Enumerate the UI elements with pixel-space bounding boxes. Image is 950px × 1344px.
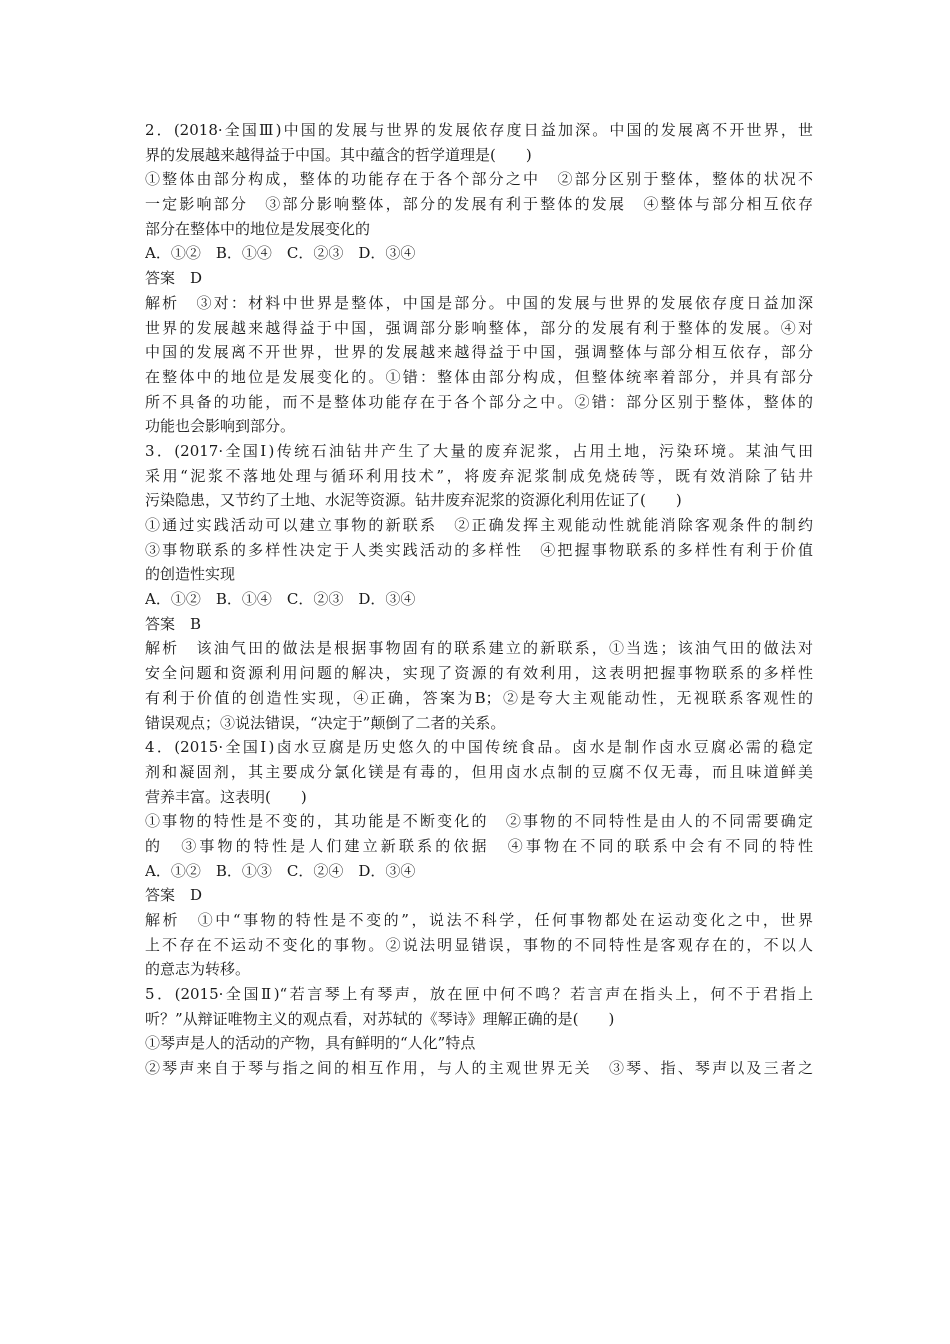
text-line: 4．(2015·全国Ⅰ)卤水豆腐是历史悠久的中国传统食品。卤水是制作卤水豆腐必需的稳定 [145, 738, 813, 757]
text-line: ③事物联系的多样性决定于人类实践活动的多样性 ④把握事物联系的多样性有利于价值 [145, 540, 813, 559]
text-line: 功能也会影响到部分。 [145, 417, 296, 436]
document-page [145, 118, 813, 1081]
text-line: 的创造性实现 [145, 565, 236, 584]
text-line: 营养丰富。这表明( ) [145, 787, 307, 806]
text-line: 3．(2017·全国Ⅰ)传统石油钻井产生了大量的废弃泥浆，占用土地，污染环境。某油气田 [145, 441, 813, 460]
text-line: 所不具备的功能，而不是整体功能存在于各个部分之中。②错：部分区别于整体，整体的 [145, 392, 813, 411]
text-line: ①琴声是人的活动的产物，具有鲜明的“人化”特点 [145, 1034, 476, 1053]
text-line: 答案 B [145, 614, 202, 633]
text-line: 答案 D [145, 886, 203, 905]
text-line: A．①② B．①④ C．②③ D．③④ [145, 590, 416, 609]
text-line: 安全问题和资源利用问题的解决，实现了资源的有效利用，这表明把握事物联系的多样性 [145, 664, 813, 683]
text-line: 上不存在不运动不变化的事物。②说法明显错误，事物的不同特性是客观存在的，不以人 [145, 935, 813, 954]
text-line: 中国的发展离不开世界，世界的发展越来越得益于中国，强调整体与部分相互依存，部分 [145, 343, 813, 362]
text-line: 5．(2015·全国Ⅱ)“若言琴上有琴声，放在匣中何不鸣？若言声在指头上，何不于君指上 [145, 985, 813, 1004]
text-line: 采用“泥浆不落地处理与循环利用技术”，将废弃泥浆制成免烧砖等，既有效消除了钻井 [145, 466, 813, 485]
text-line: 错误观点；③说法错误，“决定于”颠倒了二者的关系。 [145, 713, 506, 732]
text-line: A．①② B．①④ C．②③ D．③④ [145, 244, 416, 263]
text-line: 解析 ①中“事物的特性是不变的”，说法不科学，任何事物都处在运动变化之中，世界 [145, 911, 813, 929]
text-line: ①整体由部分构成，整体的功能存在于各个部分之中 ②部分区别于整体，整体的状况不 [145, 170, 813, 189]
text-line: 一定影响部分 ③部分影响整体，部分的发展有利于整体的发展 ④整体与部分相互依存 [145, 195, 813, 214]
text-line: 的 ③事物的特性是人们建立新联系的依据 ④事物在不同的联系中会有不同的特性 [145, 836, 813, 855]
text-line: 界的发展越来越得益于中国。其中蕴含的哲学道理是( ) [145, 145, 532, 164]
text-line: 的意志为转移。 [145, 960, 251, 979]
text-line: 剂和凝固剂，其主要成分氯化镁是有毒的，但用卤水点制的豆腐不仅无毒，而且味道鲜美 [145, 762, 813, 781]
text-line: 解析 ③对：材料中世界是整体，中国是部分。中国的发展与世界的发展依存度日益加深 [145, 293, 813, 312]
text-line: 听？”从辩证唯物主义的观点看，对苏轼的《琴诗》理解正确的是( ) [145, 1009, 615, 1028]
text-line: ①通过实践活动可以建立事物的新联系 ②正确发挥主观能动性就能消除客观条件的制约 [145, 516, 813, 534]
text-line: ②琴声来自于琴与指之间的相互作用，与人的主观世界无关 ③琴、指、琴声以及三者之 [145, 1059, 813, 1078]
text-line: 部分在整体中的地位是发展变化的 [145, 219, 371, 238]
text-line: ①事物的特性是不变的，其功能是不断变化的 ②事物的不同特性是由人的不同需要确定 [145, 812, 813, 831]
text-line: 2．(2018·全国Ⅲ)中国的发展与世界的发展依存度日益加深。中国的发展离不开世界，世 [145, 121, 813, 139]
text-line: A．①② B．①③ C．②④ D．③④ [145, 861, 416, 880]
text-line: 世界的发展越来越得益于中国，强调部分影响整体，部分的发展有利于整体的发展。④对 [145, 318, 813, 337]
text-line: 答案 D [145, 269, 203, 288]
text-line: 解析 该油气田的做法是根据事物固有的联系建立的新联系，①当选；该油气田的做法对 [145, 639, 813, 658]
text-line: 在整体中的地位是发展变化的。①错：整体由部分构成，但整体统率着部分，并具有部分 [145, 367, 813, 386]
text-line: 有利于价值的创造性实现，④正确，答案为B；②是夸大主观能动性，无视联系客观性的 [145, 688, 813, 707]
text-line: 污染隐患，又节约了土地、水泥等资源。钻井废弃泥浆的资源化利用佐证了( ) [145, 491, 682, 510]
